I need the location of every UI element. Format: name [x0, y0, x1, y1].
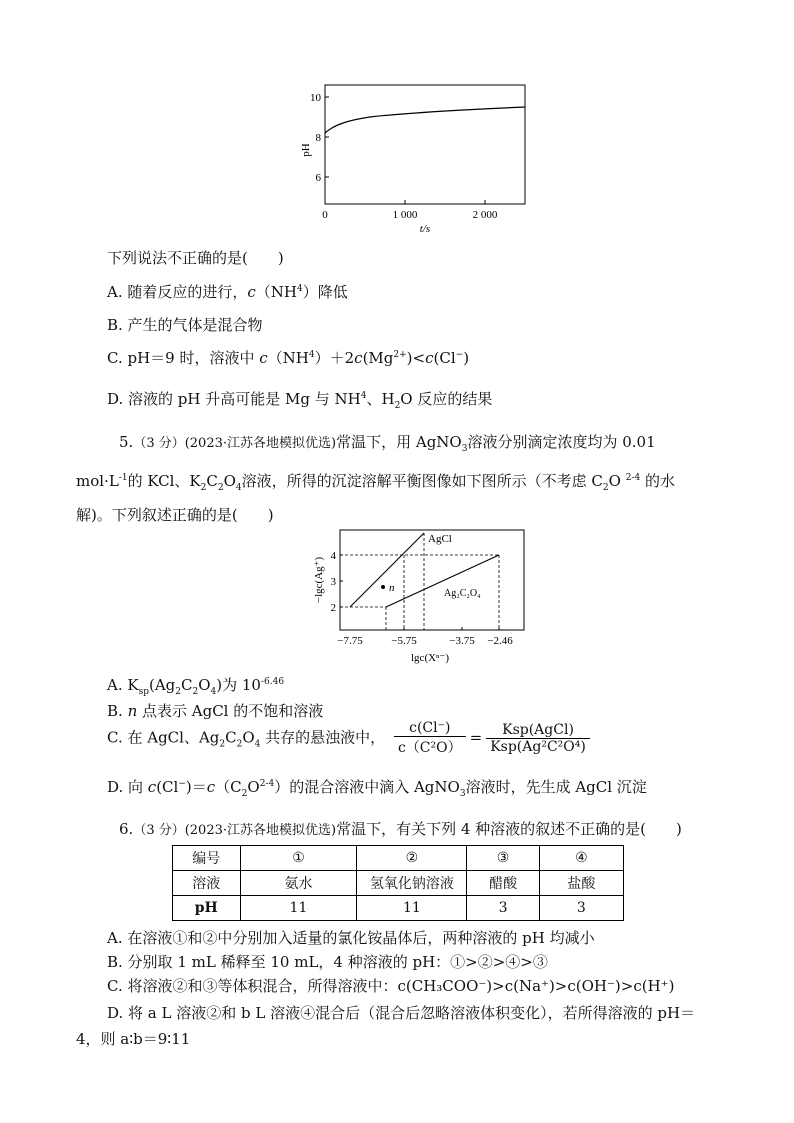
table-cell: ①	[240, 846, 357, 871]
chart2-point-n	[381, 585, 385, 589]
table-cell: 11	[240, 896, 357, 921]
table-cell: 编号	[173, 846, 241, 871]
chart1-xtick-1000: 1 000	[392, 209, 418, 221]
table-row	[173, 871, 624, 896]
chart1-xtick-0: 0	[322, 209, 328, 221]
q6-option-a: A. 在溶液①和②中分别加入适量的氯化铵晶体后，两种溶液的 pH 均减小	[107, 929, 595, 947]
chart2-label-ag2c2o4: Ag₂C₂O₄	[444, 588, 481, 599]
q4-option-b: B. 产生的气体是混合物	[107, 316, 263, 334]
chart1-xtick-2000: 2 000	[472, 209, 498, 221]
table-cell: ④	[539, 846, 623, 871]
q4-stem: 下列说法不正确的是( )	[107, 249, 284, 267]
q6-option-d-line1: D. 将 a L 溶液②和 b L 溶液④混合后（混合后忽略溶液体积变化），若所得溶液的 pH＝	[107, 1004, 696, 1022]
chart2-ytick-3: 3	[330, 576, 336, 588]
q6-option-d-line2: 4，则 a∶b＝9∶11	[76, 1030, 191, 1048]
chart1-ytick-8: 8	[315, 132, 321, 144]
chart2-xtick-775: −7.75	[337, 635, 363, 647]
table-cell: 11	[357, 896, 467, 921]
q5-line2: $mol\cdot L^{-1}$的 KCl、$K_2C_2O_4$溶液，所得的沉淀溶解平衡图像如下图所示（不考虑 $C_2O$ $^{2-4}$ 的水	[76, 472, 675, 493]
chart2-frame	[340, 530, 524, 630]
chart2-ylabel: −lgc(Ag⁺)	[313, 556, 325, 604]
q5-option-c: C. 在 AgCl、$Ag_2C_2O_4$ 共存的悬浊液中， $\frac{c(Cl^-)}{\text{c（C²O）}}$ = $\frac{\text{Ksp(AgCl)}}{\text{Ksp(Ag²C²O⁴)}}$	[107, 720, 594, 757]
chart2-label-n: n	[389, 582, 395, 594]
q4-option-d: D. 溶液的 pH 升高可能是 Mg 与 $NH^4$、$H_2O$ 反应的结果	[107, 390, 493, 411]
table-cell: 醋酸	[467, 871, 539, 896]
table-cell: 氨水	[240, 871, 357, 896]
q6-solution-table	[172, 845, 624, 921]
table-cell: 盐酸	[539, 871, 623, 896]
chart2-ag2c2o4-line	[386, 555, 499, 607]
table-cell: 3	[467, 896, 539, 921]
chart2-xtick-375: −3.75	[449, 635, 475, 647]
q5-option-d: D. 向 $c(Cl^-)=c(C_2O^{2-4})$的混合溶液中滴入 AgNO$_3$溶液时，先生成 AgCl 沉淀	[107, 778, 647, 799]
chart2-xlabel: lgc(Xⁿ⁻)	[411, 652, 449, 664]
chart1-frame	[325, 85, 525, 204]
chart2-xtick-575: −5.75	[391, 635, 417, 647]
q5-option-b: B. n 点表示 AgCl 的不饱和溶液	[107, 702, 324, 720]
chart1-ylabel: pH	[300, 143, 312, 157]
chart2-xtick-246: −2.46	[487, 635, 513, 647]
chart2-ytick-4: 4	[330, 550, 336, 562]
table-cell: ③	[467, 846, 539, 871]
chart1-ytick-10: 10	[310, 92, 321, 104]
table-cell: 3	[539, 896, 623, 921]
q5-line1: 5.（3 分）(2023·江苏各地模拟优选)常温下，用 AgNO$_3$溶液分别滴定浓度均为 0.01	[119, 433, 656, 454]
table-cell: 溶液	[173, 871, 241, 896]
table-row	[173, 846, 624, 871]
ph-time-chart	[295, 80, 535, 240]
table-cell: ②	[357, 846, 467, 871]
q5-option-a: A. $K_{sp}(Ag_2C_2O_4)$为 $10^{-6.46}$	[107, 676, 285, 697]
chart1-xlabel: t/s	[419, 223, 431, 235]
table-cell: 氢氧化钠溶液	[357, 871, 467, 896]
q5-line3: 解)。下列叙述正确的是( )	[76, 506, 274, 524]
table-cell: pH	[173, 896, 241, 921]
q6-stem: 6.（3 分）(2023·江苏各地模拟优选)常温下，有关下列 4 种溶液的叙述不正确的是( )	[119, 820, 682, 838]
chart1-curve	[325, 107, 525, 133]
q6-option-b: B. 分别取 1 mL 稀释至 10 mL，4 种溶液的 pH：①>②>④>③	[107, 953, 548, 971]
chart2-agcl-line	[350, 533, 424, 607]
q4-option-a: A. 随着反应的进行，$c(NH^4)$降低	[107, 283, 348, 301]
chart2-label-agcl: AgCl	[428, 533, 452, 545]
q5-c-fraction-right: $\frac{\text{Ksp(AgCl)}}{\text{Ksp(Ag²C²O⁴)}}$	[486, 722, 590, 755]
q6-option-c: C. 将溶液②和③等体积混合，所得溶液中：c(CH₃COO⁻)>c(Na⁺)>c(OH⁻)>c(H⁺)	[107, 977, 675, 995]
agcl-ag2c2o4-chart	[310, 528, 530, 668]
q5-c-fraction-left: $\frac{c(Cl^-)}{\text{c（C²O）}}$	[394, 720, 466, 757]
chart2-ytick-2: 2	[330, 602, 336, 614]
chart1-ytick-6: 6	[315, 172, 321, 184]
q4-option-c: C. pH＝9 时，溶液中 $c(NH^4)+2c(Mg^{2+})<c(Cl^-)$	[107, 349, 470, 367]
table-row	[173, 896, 624, 921]
